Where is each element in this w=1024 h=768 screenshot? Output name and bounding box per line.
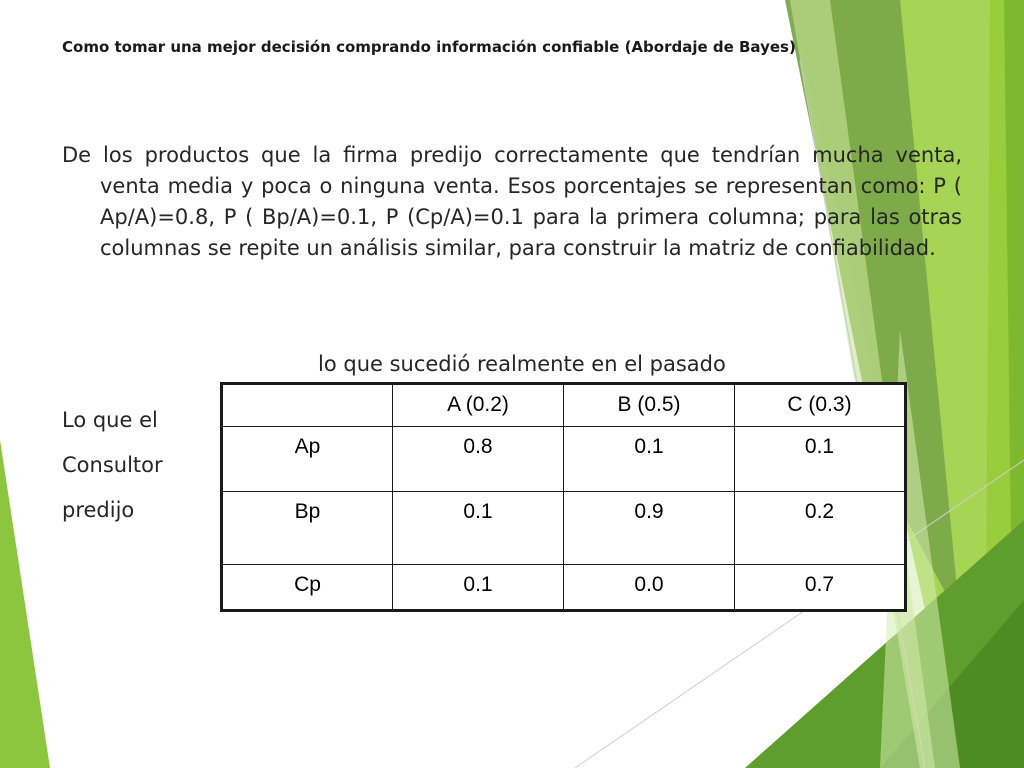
row-axis-label (62, 398, 163, 533)
row-label-cp: Cp (222, 565, 393, 611)
header-cell-b: B (0.5) (564, 384, 735, 427)
table-cell: 0.2 (735, 492, 906, 565)
table-cell: 0.8 (393, 427, 564, 492)
table-cell: 0.9 (564, 492, 735, 565)
table-caption: lo que sucedió realmente en el pasado (318, 352, 726, 376)
table-row (222, 565, 906, 611)
header-cell-c: C (0.3) (735, 384, 906, 427)
table-cell: 0.1 (393, 492, 564, 565)
body-paragraph: De los productos que la firma predijo correctamente que tendrían mucha venta, venta media y poca o ninguna venta. Esos porcentajes se representan como: P ( Ap/A)=0.8, P ( Bp/A)=0.1, P (Cp/A)=0.1 para la primera columna; para las otras columnas se repite un análisis similar, para construir la matriz de confiabilidad. (62, 143, 962, 260)
reliability-matrix (220, 382, 907, 612)
table-row (222, 492, 906, 565)
row-label-bp: Bp (222, 492, 393, 565)
row-label-ap: Ap (222, 427, 393, 492)
table-cell: 0.7 (735, 565, 906, 611)
table-header-row (222, 384, 906, 427)
table-cell: 0.1 (735, 427, 906, 492)
header-cell-empty (222, 384, 393, 427)
row-axis-label-line: Lo que el (62, 408, 158, 432)
slide-title: Como tomar una mejor decisión comprando información confiable (Abordaje de Bayes) (62, 38, 796, 56)
row-axis-label-line: predijo (62, 498, 135, 522)
table-cell: 0.1 (393, 565, 564, 611)
table-cell: 0.1 (564, 427, 735, 492)
header-cell-a: A (0.2) (393, 384, 564, 427)
table-cell: 0.0 (564, 565, 735, 611)
table-row (222, 427, 906, 492)
row-axis-label-line: Consultor (62, 453, 163, 477)
